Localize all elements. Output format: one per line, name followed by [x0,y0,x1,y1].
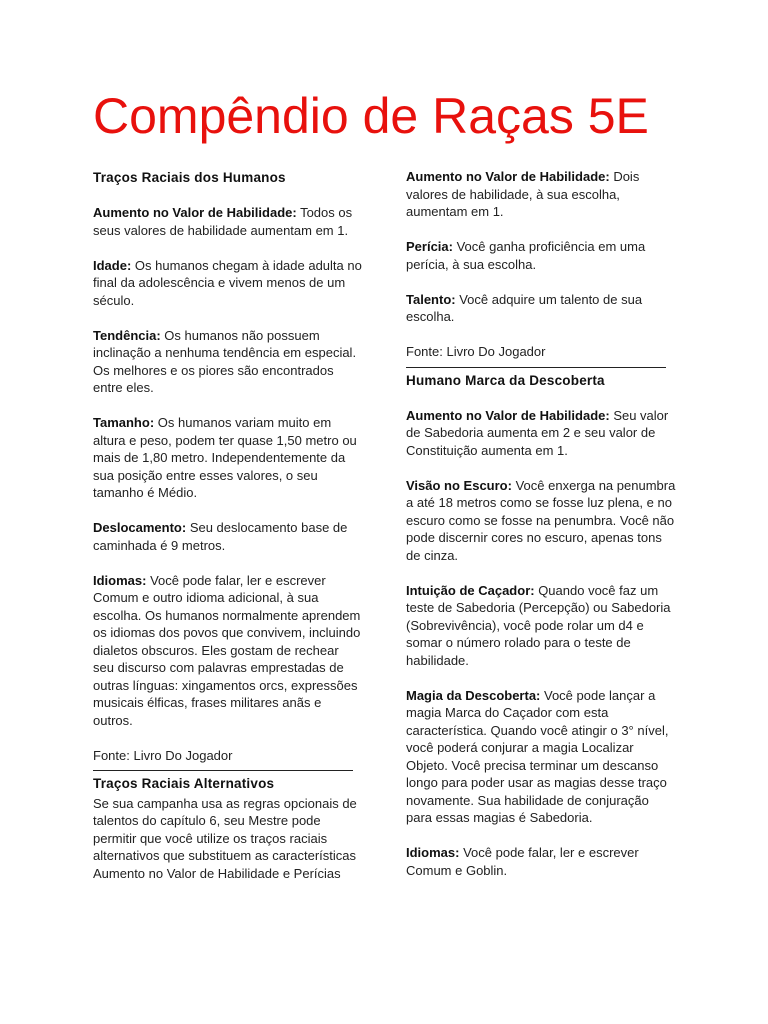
trait-label: Idiomas: [406,845,460,860]
trait-label: Idade: [93,257,132,273]
trait-text: Seu deslocamento base de caminhada é 9 metros. [93,520,348,553]
trait-text: Todos os seus valores de habilidade aumentam em 1. [93,205,353,238]
trait-label: Tendência: [93,327,161,343]
source-note: Fonte: Livro Do Jogador [93,747,233,763]
trait-text: Seu valor de Sabedoria aumenta em 2 e seu valor de Constituição aumenta em 1. [406,407,669,458]
trait-label: Aumento no Valor de Habilidade: [93,205,297,220]
trait-languages [93,572,363,730]
trait-text: Você adquire um talento de sua escolha. [406,291,643,324]
trait-age [93,257,363,310]
trait-label: Tamanho: [93,415,155,430]
trait-text: Você pode falar, ler e escrever Comum e outro idioma adicional, à sua escolha. Os humanos normalmente aprendem os idiomas dos povos que convivem, incluindo dialetos obscuros. Eles gostam de rechear seu discurso com palavras emprestadas de outras línguas: xingamentos orcs, expressões musicais élficas, frases militares anãs e outros. [93,572,361,728]
section-divider [93,770,353,771]
left-column [93,169,363,900]
trait-languages-mark [406,844,676,879]
trait-label: Perícia: [406,239,453,254]
trait-speed [93,519,363,554]
trait-label: Visão no Escuro: [406,477,512,493]
trait-label: Idiomas: [93,572,147,588]
section-heading-human-traits: Traços Raciais dos Humanos [93,170,286,185]
trait-text: Os humanos variam muito em altura e peso, podem ter quase 1,50 metro ou mais de 1,80 metro. Independentemente da sua posição entre esses valores, o seu tamanho é Médio. [93,415,357,500]
trait-text: Você enxerga na penumbra a até 18 metros como se fosse luz plena, e no escuro como se fosse na penumbra. Você não pode discernir cores no escuro, apenas tons de cinza. [406,477,676,563]
trait-text: Você pode falar, ler e escrever Comum e Goblin. [406,845,639,878]
trait-ability-increase [93,204,363,239]
trait-label: Talento: [406,291,456,307]
trait-size [93,414,363,502]
trait-ability-increase-alt [406,168,676,221]
trait-text: Os humanos chegam à idade adulta no final da adolescência e vivem menos de um século. [93,257,362,308]
trait-label: Aumento no Valor de Habilidade: [406,169,610,184]
trait-text: Você pode lançar a magia Marca do Caçador com esta característica. Quando você atingir o 3° nível, você poderá conjurar a magia Localizar Objeto. Você precisa terminar um descanso longo para poder usar as magias desse traço novamente. Sua habilidade de conjuração para essas magias é Sabedoria. [406,687,669,825]
trait-label: Intuição de Caçador: [406,582,535,598]
trait-mark-ability-increase [406,407,676,460]
trait-hunters-intuition [406,582,676,670]
page-title: Compêndio de Raças 5E [93,88,649,144]
right-column [406,168,676,897]
trait-alignment [93,327,363,397]
trait-label: Deslocamento: [93,520,187,535]
trait-skill [406,238,676,273]
trait-text: Dois valores de habilidade, à sua escolha, aumentam em 1. [406,169,640,219]
trait-text: Os humanos não possuem inclinação a nenhuma tendência em especial. Os melhores e os piores são encontrados entre eles. [93,327,357,395]
trait-feat [406,291,676,326]
alternative-traits-text: Se sua campanha usa as regras opcionais de talentos do capítulo 6, seu Mestre pode permitir que você utilize os traços raciais alternativos que substituem as características Aumento no Valor de Habilidade e Perícias [93,795,357,881]
source-note: Fonte: Livro Do Jogador [406,344,546,359]
trait-label: Aumento no Valor de Habilidade: [406,407,610,423]
trait-darkvision [406,477,676,565]
trait-text: Você ganha proficiência em uma perícia, à sua escolha. [406,239,646,272]
section-divider [406,367,666,368]
section-heading-alternative-traits: Traços Raciais Alternativos [93,776,275,791]
section-heading-mark-of-finding: Humano Marca da Descoberta [406,372,605,388]
trait-text: Quando você faz um teste de Sabedoria (Percepção) ou Sabedoria (Sobrevivência), você pode rolar um d4 e somar o número rolado para o teste de habilidade. [406,582,671,668]
trait-finders-magic [406,687,676,827]
trait-label: Magia da Descoberta: [406,687,541,703]
